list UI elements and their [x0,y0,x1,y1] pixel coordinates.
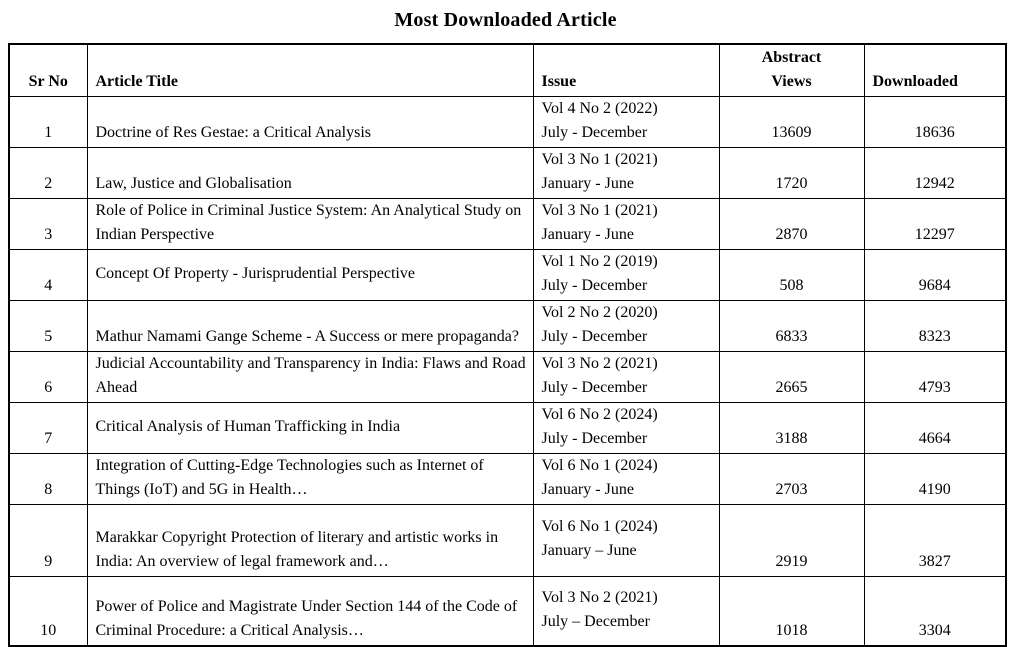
header-row [9,44,1006,96]
issue-volume: Vol 3 No 1 (2021) [541,201,658,219]
header-issue: Issue [533,44,719,96]
table-row [9,249,1006,300]
issue-period: July - December [541,378,648,396]
abstract-views-cell: 3188 [719,402,864,453]
issue-volume: Vol 1 No 2 (2019) [541,252,658,270]
issue-cell [533,249,719,300]
title-cell: Doctrine of Res Gestae: a Critical Analysis [87,96,533,147]
downloaded-cell: 8323 [864,300,1006,351]
issue-cell [533,96,719,147]
issue-cell [533,351,719,402]
issue-period: July - December [541,327,648,345]
header-abstract-views-label: Abstract Views [761,48,822,90]
sr-cell: 2 [9,147,87,198]
sr-cell: 9 [9,504,87,576]
abstract-views-cell: 2919 [719,504,864,576]
abstract-views-cell: 2665 [719,351,864,402]
abstract-views-cell: 2870 [719,198,864,249]
table-row [9,96,1006,147]
issue-cell [533,147,719,198]
sr-cell: 5 [9,300,87,351]
title-cell: Power of Police and Magistrate Under Section 144 of the Code of Criminal Procedure: a Critical Analysis… [87,576,533,646]
sr-cell: 4 [9,249,87,300]
title-cell: Judicial Accountability and Transparency in India: Flaws and Road Ahead [87,351,533,402]
table-row [9,504,1006,576]
downloaded-cell: 4793 [864,351,1006,402]
issue-period: January - June [541,174,634,192]
downloaded-cell: 3827 [864,504,1006,576]
title-cell: Law, Justice and Globalisation [87,147,533,198]
header-abstract-views [719,44,864,96]
issue-cell [533,504,719,576]
title-cell: Marakkar Copyright Protection of literary and artistic works in India: An overview of legal framework and… [87,504,533,576]
table-row [9,351,1006,402]
sr-cell: 1 [9,96,87,147]
title-cell: Critical Analysis of Human Trafficking in India [87,402,533,453]
issue-period: July - December [541,429,648,447]
issue-volume: Vol 2 No 2 (2020) [541,303,658,321]
downloaded-cell: 9684 [864,249,1006,300]
abstract-views-cell: 508 [719,249,864,300]
table-row [9,402,1006,453]
abstract-views-cell: 1720 [719,147,864,198]
issue-volume: Vol 3 No 2 (2021) [541,354,658,372]
issue-period: July - December [541,276,648,294]
title-cell: Concept Of Property - Jurisprudential Perspective [87,249,533,300]
table-row [9,453,1006,504]
issue-period: January - June [541,480,634,498]
issue-volume: Vol 6 No 1 (2024) [541,518,658,535]
table-row [9,147,1006,198]
issue-period: January - June [541,225,634,243]
downloaded-cell: 12297 [864,198,1006,249]
downloaded-cell: 12942 [864,147,1006,198]
header-downloaded: Downloaded [864,44,1006,96]
sr-cell: 3 [9,198,87,249]
issue-cell [533,402,719,453]
sr-cell: 6 [9,351,87,402]
abstract-views-cell: 1018 [719,576,864,646]
title-cell: Mathur Namami Gange Scheme - A Success or mere propaganda? [87,300,533,351]
issue-period: January – June [541,542,637,559]
header-sr-no: Sr No [9,44,87,96]
sr-cell: 8 [9,453,87,504]
sr-cell: 10 [9,576,87,646]
issue-cell [533,300,719,351]
downloaded-cell: 3304 [864,576,1006,646]
downloads-table [8,43,1007,647]
issue-volume: Vol 3 No 1 (2021) [541,150,658,168]
issue-volume: Vol 6 No 2 (2024) [541,405,658,423]
issue-volume: Vol 4 No 2 (2022) [541,99,658,117]
abstract-views-cell: 13609 [719,96,864,147]
downloaded-cell: 4190 [864,453,1006,504]
issue-period: July – December [541,612,650,630]
table-row [9,198,1006,249]
header-article-title: Article Title [87,44,533,96]
issue-cell [533,198,719,249]
table-row [9,576,1006,646]
issue-volume: Vol 6 No 1 (2024) [541,456,658,474]
issue-cell [533,576,719,646]
abstract-views-cell: 6833 [719,300,864,351]
page-title: Most Downloaded Article [394,9,617,31]
issue-volume: Vol 3 No 2 (2021) [541,588,658,606]
issue-period: July - December [541,123,648,141]
sr-cell: 7 [9,402,87,453]
title-cell: Integration of Cutting-Edge Technologies such as Internet of Things (IoT) and 5G in Health… [87,453,533,504]
abstract-views-cell: 2703 [719,453,864,504]
title-cell: Role of Police in Criminal Justice System: An Analytical Study on Indian Perspective [87,198,533,249]
table-row [9,300,1006,351]
downloaded-cell: 4664 [864,402,1006,453]
issue-cell [533,453,719,504]
downloaded-cell: 18636 [864,96,1006,147]
